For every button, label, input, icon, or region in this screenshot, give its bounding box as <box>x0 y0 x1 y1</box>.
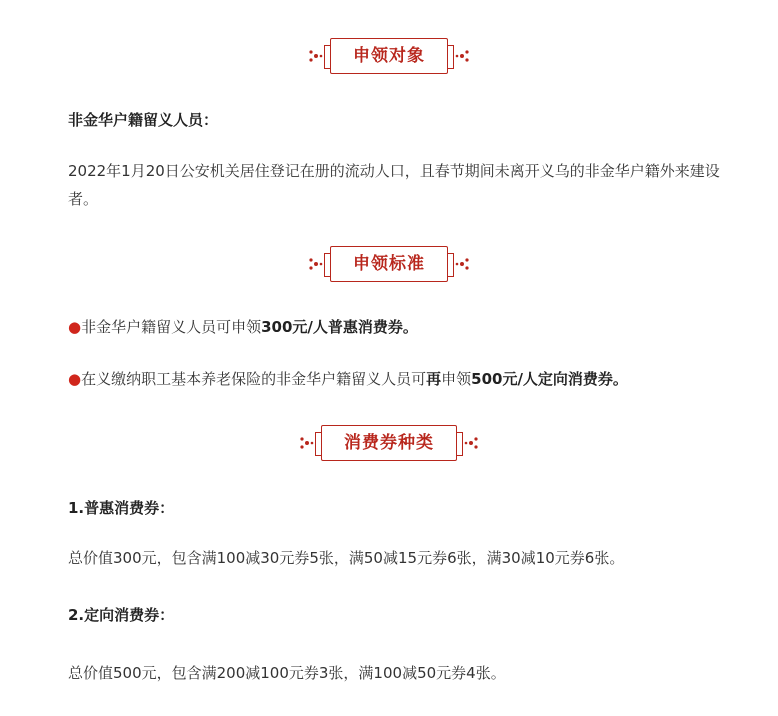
ornament-right-icon <box>454 256 470 272</box>
list-item <box>68 365 748 393</box>
subheading-non-jinhua: 非金华户籍留义人员： <box>68 111 219 129</box>
voucher-type-2-heading: 2.定向消费券： <box>68 606 175 624</box>
ornament-left-icon <box>308 48 324 64</box>
item-bold-mid: 再 <box>426 370 442 388</box>
section-header-apply-standard <box>0 246 778 282</box>
voucher-type-2-body: 总价值500元，包含满200减100元券3张，满100减50元券4张。 <box>68 664 506 682</box>
item-bold-text: 300元/人普惠消费券。 <box>261 318 418 336</box>
ornament-left-icon <box>308 256 324 272</box>
bullet-icon: ● <box>68 370 82 388</box>
section-header-apply-target <box>0 38 778 74</box>
item-bold-text: 500元/人定向消费券。 <box>471 370 628 388</box>
section-header-voucher-types <box>0 425 778 461</box>
voucher-type-1-body: 总价值300元，包含满100减30元券5张，满50减15元券6张，满30减10元券6张。 <box>68 549 625 567</box>
item-middle-text: 申领 <box>441 370 472 388</box>
section-title: 申领标准 <box>330 246 448 282</box>
ornament-right-icon <box>454 48 470 64</box>
section-title: 消费券种类 <box>321 425 457 461</box>
apply-target-body: 2022年1月20日公安机关居住登记在册的流动人口，且春节期间未离开义乌的非金华户籍外来建设者。 <box>68 162 720 208</box>
ornament-left-icon <box>299 435 315 451</box>
list-item <box>68 313 748 341</box>
ornament-right-icon <box>463 435 479 451</box>
item-text: 在义缴纳职工基本养老保险的非金华户籍留义人员可 <box>81 370 427 388</box>
section-title: 申领对象 <box>330 38 448 74</box>
bullet-icon: ● <box>68 318 82 336</box>
voucher-type-1-heading: 1.普惠消费券： <box>68 499 175 517</box>
item-text: 非金华户籍留义人员可申领 <box>81 318 262 336</box>
